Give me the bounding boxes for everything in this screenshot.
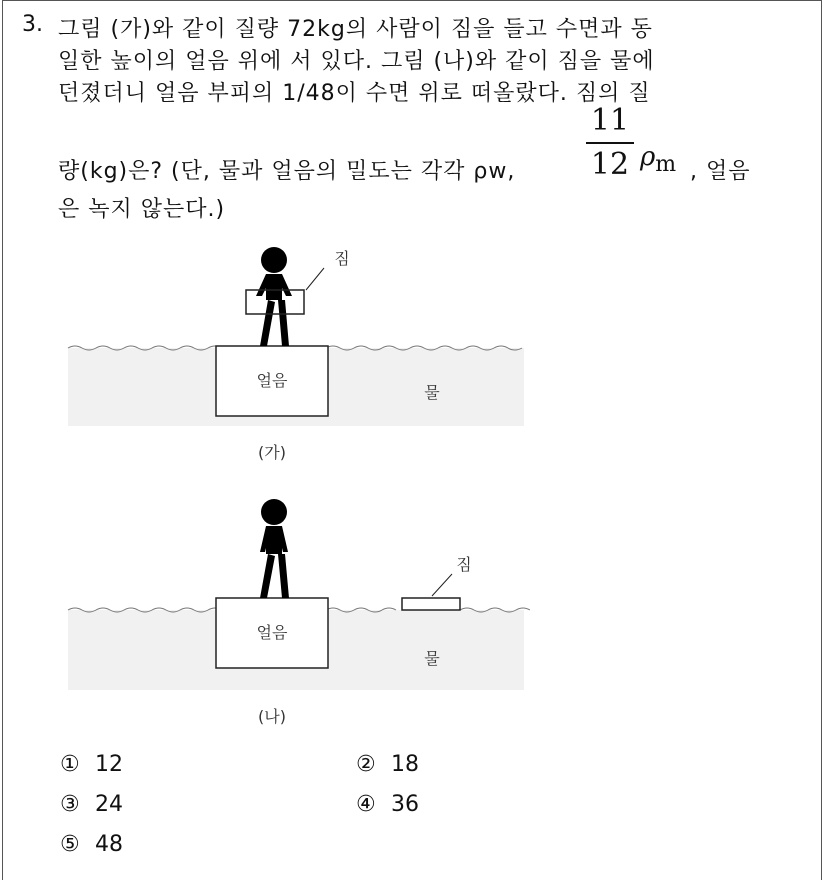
load-pointer	[432, 574, 452, 596]
choice-mark: ②	[356, 752, 376, 777]
choice-2[interactable]	[356, 752, 419, 777]
rho-letter: ρ	[640, 142, 656, 172]
fraction-denominator: 12	[590, 147, 630, 182]
choice-mark: ③	[60, 792, 80, 817]
question-text-line-3: 던졌더니 얼음 부피의 1/48이 수면 위로 떠올랐다. 짐의 질	[58, 81, 651, 106]
figure-b	[60, 490, 530, 730]
load-box	[402, 598, 460, 610]
density-fraction	[580, 104, 640, 182]
person-holding-load	[256, 247, 292, 346]
fraction-bar	[586, 142, 634, 144]
load-pointer	[306, 268, 324, 290]
ice-label: 얼음	[256, 623, 288, 642]
water-label: 물	[424, 383, 440, 402]
choice-mark: ④	[356, 792, 376, 817]
choice-1[interactable]	[60, 752, 123, 777]
rho-m-symbol	[640, 142, 676, 177]
load-label: 짐	[334, 249, 350, 268]
choice-value: 24	[95, 792, 123, 817]
choice-3[interactable]	[60, 792, 123, 817]
question-number: 3.	[22, 12, 43, 37]
question-text-line-4: 량(kg)은? (단, 물과 얼음의 밀도는 각각 ρw,	[58, 159, 516, 184]
water-label: 물	[424, 649, 440, 668]
figure-b-caption: (나)	[258, 707, 286, 726]
person-standing	[260, 499, 289, 598]
choice-mark: ⑤	[60, 832, 80, 857]
rho-subscript: m	[655, 152, 677, 178]
choice-value: 48	[95, 832, 123, 857]
choice-4[interactable]	[356, 792, 419, 817]
question-text-line-5: 은 녹지 않는다.)	[58, 197, 226, 222]
figure-a	[60, 240, 530, 470]
choice-mark: ①	[60, 752, 80, 777]
figure-a-caption: (가)	[258, 443, 286, 462]
choice-value: 12	[95, 752, 123, 777]
question-text-line-1: 그림 (가)와 같이 질량 72kg의 사람이 짐을 들고 수면과 동	[58, 17, 653, 42]
ice-label: 얼음	[256, 371, 288, 390]
question-text-line-4-end: , 얼음	[690, 159, 751, 184]
choice-5[interactable]	[60, 832, 123, 857]
choice-value: 36	[391, 792, 419, 817]
fraction-numerator: 11	[590, 103, 630, 138]
choice-value: 18	[391, 752, 419, 777]
load-label: 짐	[456, 555, 472, 574]
question-text-line-2: 일한 높이의 얼음 위에 서 있다. 그림 (나)와 같이 짐을 물에	[58, 49, 655, 74]
